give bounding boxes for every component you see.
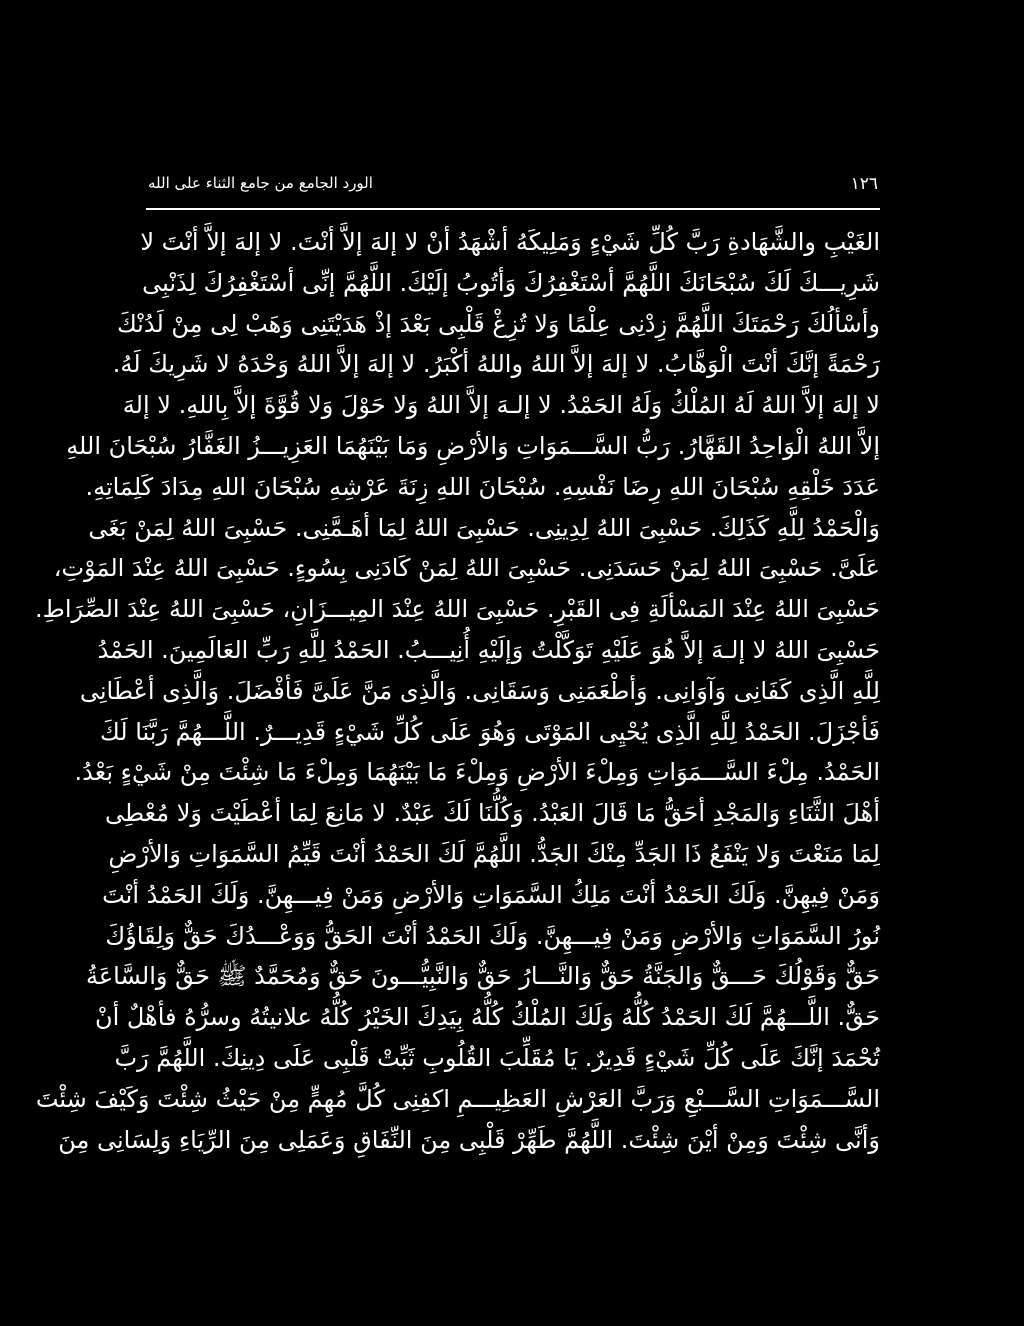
text-line: عَدَدَ خَلْقِهِ سُبْحَانَ اللهِ رِضَا نَفْسِهِ. سُبْحَانَ اللهِ زِنَةَ عَرْشِهِ سُبْحَانَ اللهِ مِدَادَ كَلِمَاتِهِ. <box>85 472 880 501</box>
text-line: رَحْمَةً إنَّكَ أنْتَ الْوَهَّابُ. لا إلهَ إلاَّ اللهُ واللهُ أكْبَرُ. لا إلهَ إلاَّ اللهُ وَحْدَهُ لا شَرِيكَ لَهُ. <box>112 350 880 379</box>
text-line: وَمَنْ فِيهِنَّ. وَلَكَ الحَمْدُ أنْتَ مَلِكُ السَّمَوَاتِ وَالأرْضِ وَمَنْ فِيـــهِنَّ. وَلَكَ الحَمْدُ أنْتَ <box>102 880 880 909</box>
running-head <box>148 172 878 202</box>
text-line: تُحْمَدَ إنَّكَ عَلَى كُلِّ شَيْءٍ قَدِيرٌ. يَا مُقَلِّبَ القُلُوبِ ثَبِّتْ قَلْبِى عَلَى دِينِكَ. اللَّهُمَّ رَبَّ <box>114 1043 880 1072</box>
text-line: لِمَا مَنَعْتَ وَلا يَنْفَعُ ذَا الجَدِّ مِنْكَ الجَدُّ. اللَّهُمَّ لَكَ الحَمْدُ أنْتَ قَيِّمُ السَّمَوَاتِ وَالأرْضِ <box>108 839 880 868</box>
text-line: حَقٌّ. اللَّـــهُمَّ لَكَ الحَمْدُ كُلُّهُ وَلَكَ المُلْكُ كُلُّهُ بِيَدِكَ الخَيْرُ كُلُّهُ علانيتُهُ وسرُّهُ فأهْلٌ أنْ <box>94 1003 880 1032</box>
header-rule <box>146 208 880 210</box>
text-line: الغَيْبِ والشَّهَادةِ رَبَّ كُلِّ شَيْءٍ وَمَلِيكَهُ أشْهَدُ أنْ لا إلهَ إلاَّ أنْتَ. لا إلهَ إلاَّ أنْتَ لا <box>140 228 880 256</box>
text-line: وَأنَّى شِئْتَ وَمِنْ أيْنَ شِئْتَ. اللَّهُمَّ طَهِّرْ قَلْبِى مِنَ النِّفَاقِ وَعَمَلِى مِنَ الرِّيَاءِ وَلِسَانِى مِنَ <box>58 1125 880 1154</box>
text-line: حَسْبِىَ اللهُ لا إلـهَ إلاَّ هُوَ عَلَيْهِ تَوَكَّلْتُ وَإلَيْهِ أُنِيـــبُ. الحَمْدُ لِلَّهِ رَبِّ العَالَمِينَ. الحَمْدُ <box>97 635 880 664</box>
page-number: ١٢٦ <box>850 174 878 194</box>
text-line: نُورُ السَّمَوَاتِ وَالأرْضِ وَمَنْ فِيـــهِنَّ. وَلَكَ الحَمْدُ أنْتَ الحَقُّ وَوَعْـــدُكَ حَقٌّ وَلِقَاؤُكَ <box>105 921 880 950</box>
text-line: حَسْبِىَ اللهُ عِنْدَ المَسْألَةِ فِى القَبْرِ. حَسْبِىَ اللهُ عِنْدَ المِيـــزَانِ، حَسْبِىَ اللهُ عِنْدَ الصِّرَاطِ. <box>35 595 880 624</box>
text-line: وأسْألُكَ رَحْمَتَكَ اللَّهُمَّ زِدْنِى عِلْمًا وَلا تُزِغْ قَلْبِى بَعْدَ إذْ هَدَيْتَنِى وَهَبْ لِى مِنْ لَدُنْكَ <box>116 309 880 338</box>
text-line: فَأجْزَلَ. الحَمْدُ لِلَّهِ الَّذِى يُحْيِى المَوْتَى وَهُوَ عَلَى كُلِّ شَيْءٍ قَدِيـــرٌ. اللَّـــهُمَّ رَبَّنَا لَكَ <box>100 717 880 746</box>
text-line: عَلَىَّ. حَسْبِىَ اللهُ لِمَنْ حَسَدَنِى. حَسْبِىَ اللهُ لِمَنْ كَادَنِى بِسُوءٍ. حَسْبِىَ اللهُ عِنْدَ المَوْتِ، <box>53 554 880 583</box>
text-line: إلاَّ اللهُ الْوَاحِدُ القَهَّارُ. رَبُّ السَّـــمَوَاتِ وَالأرْضِ وَمَا بَيْنَهُمَا العَزِيـــزُ الغَفَّارُ سُبْحَانَ اللهِ <box>66 431 880 460</box>
text-line: حَقٌّ وَقَوْلُكَ حَـــقٌّ وَالجَنَّةُ حَقٌّ وَالنَّـــارُ حَقٌّ وَالنَّبِيُّـــونَ حَقٌّ وَمُحَمَّدٌ ﷺ حَقٌّ وَالسَّاعَةُ <box>85 962 880 991</box>
text-line: لا إلهَ إلاَّ اللهُ لَهُ المُلْكُ وَلَهُ الحَمْدُ. لا إلـهَ إلاَّ اللهُ وَلا حَوْلَ وَلا قُوَّةَ إلاَّ بِاللهِ. لا إلهَ <box>122 391 880 420</box>
text-line: الحَمْدُ. مِلْءَ السَّـــمَوَاتِ وَمِلْءَ الأرْضِ وَمِلْءَ مَا بَيْنَهُمَا وَمِلْءَ مَا شِئْتَ مِنْ شَيْءٍ بَعْدُ. <box>74 758 880 787</box>
text-line: لِلَّهِ الَّذِى كَفَانِى وَآوَانِى. وَأطْعَمَنِى وَسَقَانِى. وَالَّذِى مَنَّ عَلَىَّ فَأفْضَلَ. وَالَّذِى أعْطَانِى <box>79 676 880 705</box>
book-title: الورد الجامع من جامع الثناء على الله <box>148 174 373 192</box>
text-line: أهْلَ الثَّنَاءِ وَالمَجْدِ أحَقُّ مَا قَالَ العَبْدُ. وَكُلُّنَا لَكَ عَبْدٌ. لا مَانِعَ لِمَا أعْطَيْتَ وَلا مُعْطِى <box>104 799 880 828</box>
text-line: شَرِيـــكَ لَكَ سُبْحَانَكَ اللَّهُمَّ أسْتَغْفِرُكَ وَأتُوبُ إلَيْكَ. اللَّهُمَّ إنِّى أسْتَغْفِرُكَ لِذَنْبِى <box>142 268 880 297</box>
text-line: وَالْحَمْدُ لِلَّهِ كَذَلِكَ. حَسْبِىَ اللهُ لِدِينِى. حَسْبِىَ اللهُ لِمَا أهَـمَّنِى. حَسْبِىَ اللهُ لِمَنْ بَغَى <box>88 513 880 542</box>
body-text <box>35 222 880 1160</box>
text-line: السَّـــمَوَاتِ السَّـــبْعِ وَرَبَّ العَرْشِ العَظِيـــمِ اكفِنِى كُلَّ مُهِمٍّ مِنْ حَيْثُ شِئْتَ وَكَيْفَ شِئْتَ <box>35 1084 880 1113</box>
